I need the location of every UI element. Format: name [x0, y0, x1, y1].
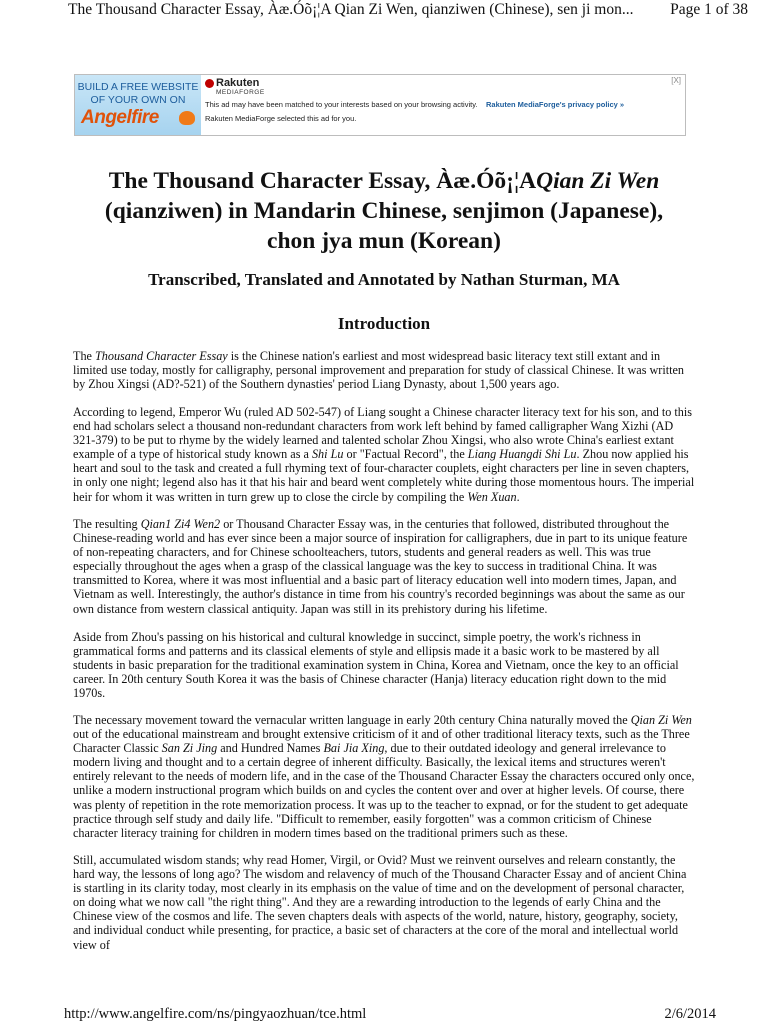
ad-banner[interactable]: [74, 74, 686, 136]
document-title: [60, 166, 708, 256]
text-run: According to legend, Emperor Wu (ruled AD 502-547) of Liang sought a Chinese character literacy text for his son, and to this end had scholars select a thousand non-redundant characters from work left behind by famed calligrapher Wang Xizhi (AD 321-379) to be put to rhyme by the widely learned and talented scholar Zhou Xingsi, who also wrote China's earliest extant example of a type of historical study known as a: [73, 405, 692, 462]
text-run-italic: San Zi Jing: [161, 741, 218, 756]
title-part-b: Qian Zi Wen: [536, 168, 660, 194]
text-run: out of the educational mainstream and brought extensive criticism of it and of other traditional literacy texts, such as the Three Character Classic: [73, 727, 690, 756]
title-line-3: chon jya mun (Korean): [267, 228, 501, 254]
privacy-policy-link[interactable]: Rakuten MediaForge's privacy policy »: [486, 100, 625, 109]
text-run-italic: Wen Xuan: [467, 489, 517, 504]
flame-icon: [179, 111, 195, 125]
text-run-italic: Qian1 Zi4 Wen2: [140, 517, 221, 531]
introduction-heading: Introduction: [337, 314, 431, 333]
text-run-italic: Bai Jia Xing: [323, 741, 385, 756]
paragraph-3: [73, 517, 696, 616]
text-run: The resulting: [73, 517, 141, 531]
rakuten-r-icon: [205, 79, 214, 88]
paragraph-4: Aside from Zhou's passing on his historical and cultural knowledge in succinct, simple poetry, the work's richness in grammatical forms and patterns and its classical elements of style and ellipsis made it a basic work to be mastered by all students in basic preparation for the traditional examination system in China, Korea and Vietnam, once the key to an official career. In 20th century South Korea it was the basis of Chinese character (Hanja) literacy education right down to the mid 1970s.: [73, 630, 679, 701]
title-line-2: (qianziwen) in Mandarin Chinese, senjimon (Japanese),: [104, 198, 664, 224]
paragraph-1: [73, 349, 696, 391]
paragraph-6: Still, accumulated wisdom stands; why read Homer, Virgil, or Ovid? Must we reinvent ourselves and relearn constantly, the hard way, the lessons of long ago? The wisdom and relavency of much of the Thousand Character Essay and of ancient China is startling in its clarity today, most clearly in its emphasis on the value of time and on the development of personal character, on doing what we now call "the right thing". And they are a rewarding introduction to the legends of early China and the Chinese view of the cosmos and life. The seven chapters deals with aspects of the world, nature, history, geography, society, and individual conduct while presenting, for practice, a basic set of characters at the core of the moral and intellectual world view of: [73, 853, 687, 952]
text-run: or Thousand Character Essay was, in the centuries that followed, distributed throughout the Chinese-reading world and has ever since been a major source of inspiration for calligraphers, due in part to its unique feature of non-repeating characters, and for Chinese schoolteachers, tutors, students and general readers as well. This was true especially throughout the ages when a grasp of the classical language was the key to success in traditional China. It was transmitted to Korea, where it was most influential and a basic part of literacy education well into modern times, Japan, and Vietnam as well. Interestingly, the author's distance in time from his country's recorded beginnings was about the same as our own distance from western classical antiquity. Japan was still in its prehistory during his lifetime.: [73, 517, 688, 616]
text-run-italic: Thousand Character Essay: [95, 349, 228, 363]
text-run: .: [516, 489, 520, 504]
close-ad-button[interactable]: [X]: [671, 76, 681, 85]
print-header-title: The Thousand Character Essay, Àæ.Óõ¡¦A Qian Zi Wen, qianziwen (Chinese), sen ji mon...: [68, 1, 634, 18]
text-run-italic: Liang Huangdi Shi Lu: [467, 447, 577, 462]
author-subtitle: Transcribed, Translated and Annotated by Nathan Sturman, MA: [148, 270, 620, 289]
text-run: and Hundred Names: [217, 741, 324, 756]
print-date: 2/6/2014: [664, 1006, 716, 1022]
angelfire-ad[interactable]: [75, 75, 201, 135]
paragraph-5: [73, 713, 696, 840]
angelfire-ad-line1: BUILD A FREE WEBSITE: [77, 81, 199, 93]
page-url: http://www.angelfire.com/ns/pingyaozhuan/tce.html: [64, 1006, 367, 1022]
print-header: [0, 0, 768, 24]
page-number: Page 1 of 38: [670, 1, 748, 18]
text-run-italic: Shi Lu: [311, 447, 344, 462]
text-run-italic: Qian Zi Wen: [630, 713, 692, 727]
text-run: The: [73, 349, 95, 363]
paragraph-2: [73, 405, 696, 504]
rakuten-logo-text: Rakuten: [216, 77, 260, 89]
text-run: , due to their outdated ideology and general irrelevance to modern living and thought and to a certain degree of inherent difficulty. Basically, the lexical items and structures weren't entirely relevant to the needs of modern life, and in the case of the Thousand Character Essay the characters occured only once, unlike a modern instructional program which builds on and cycles the content over and over at higher levels. Of course, there was plenty of repetition in the rote memorization process. It was up to the teacher to expnad, or for the student to get adequate practice through self study and daily life. "Difficult to remember, easily forgotten" was a common criticism of Chinese character literacy training for children in modern times based on the traditional primers such as these.: [73, 741, 695, 840]
angelfire-ad-line2: OF YOUR OWN ON: [90, 94, 186, 106]
text-run: or "Factual Record", the: [343, 447, 468, 462]
mediaforge-text: MEDIAFORGE: [216, 89, 265, 96]
text-run: is the Chinese nation's earliest and most widespread basic literacy text still extant and in limited use today, mostly for calligraphy, personal improvement and preparation for study of classical Chinese. It was written by Zhou Xingsi (AD?-521) of the Southern dynasties' period Liang Dynasty, about 1,500 years ago.: [73, 349, 685, 392]
text-run: . Zhou now applied his heart and soul to the task and created a full rhyming text of four-character couplets, eight characters per line in seven chapters, in only one night; legend also has it that his hair and beard went completely white during those momentous hours. The imperial heir for whom it was written in turn grew up to close the circle by compiling the: [73, 447, 695, 504]
ad-notice: This ad may have been matched to your interests based on your browsing activity.: [205, 100, 478, 109]
ad-selected-text: Rakuten MediaForge selected this ad for you.: [205, 114, 357, 123]
print-footer: [0, 1006, 768, 1024]
text-run: The necessary movement toward the vernacular written language in early 20th century China naturally moved the: [73, 713, 631, 727]
angelfire-logo: Angelfire: [81, 107, 159, 128]
title-part-a: The Thousand Character Essay, Àæ.Óõ¡¦A: [108, 168, 537, 194]
